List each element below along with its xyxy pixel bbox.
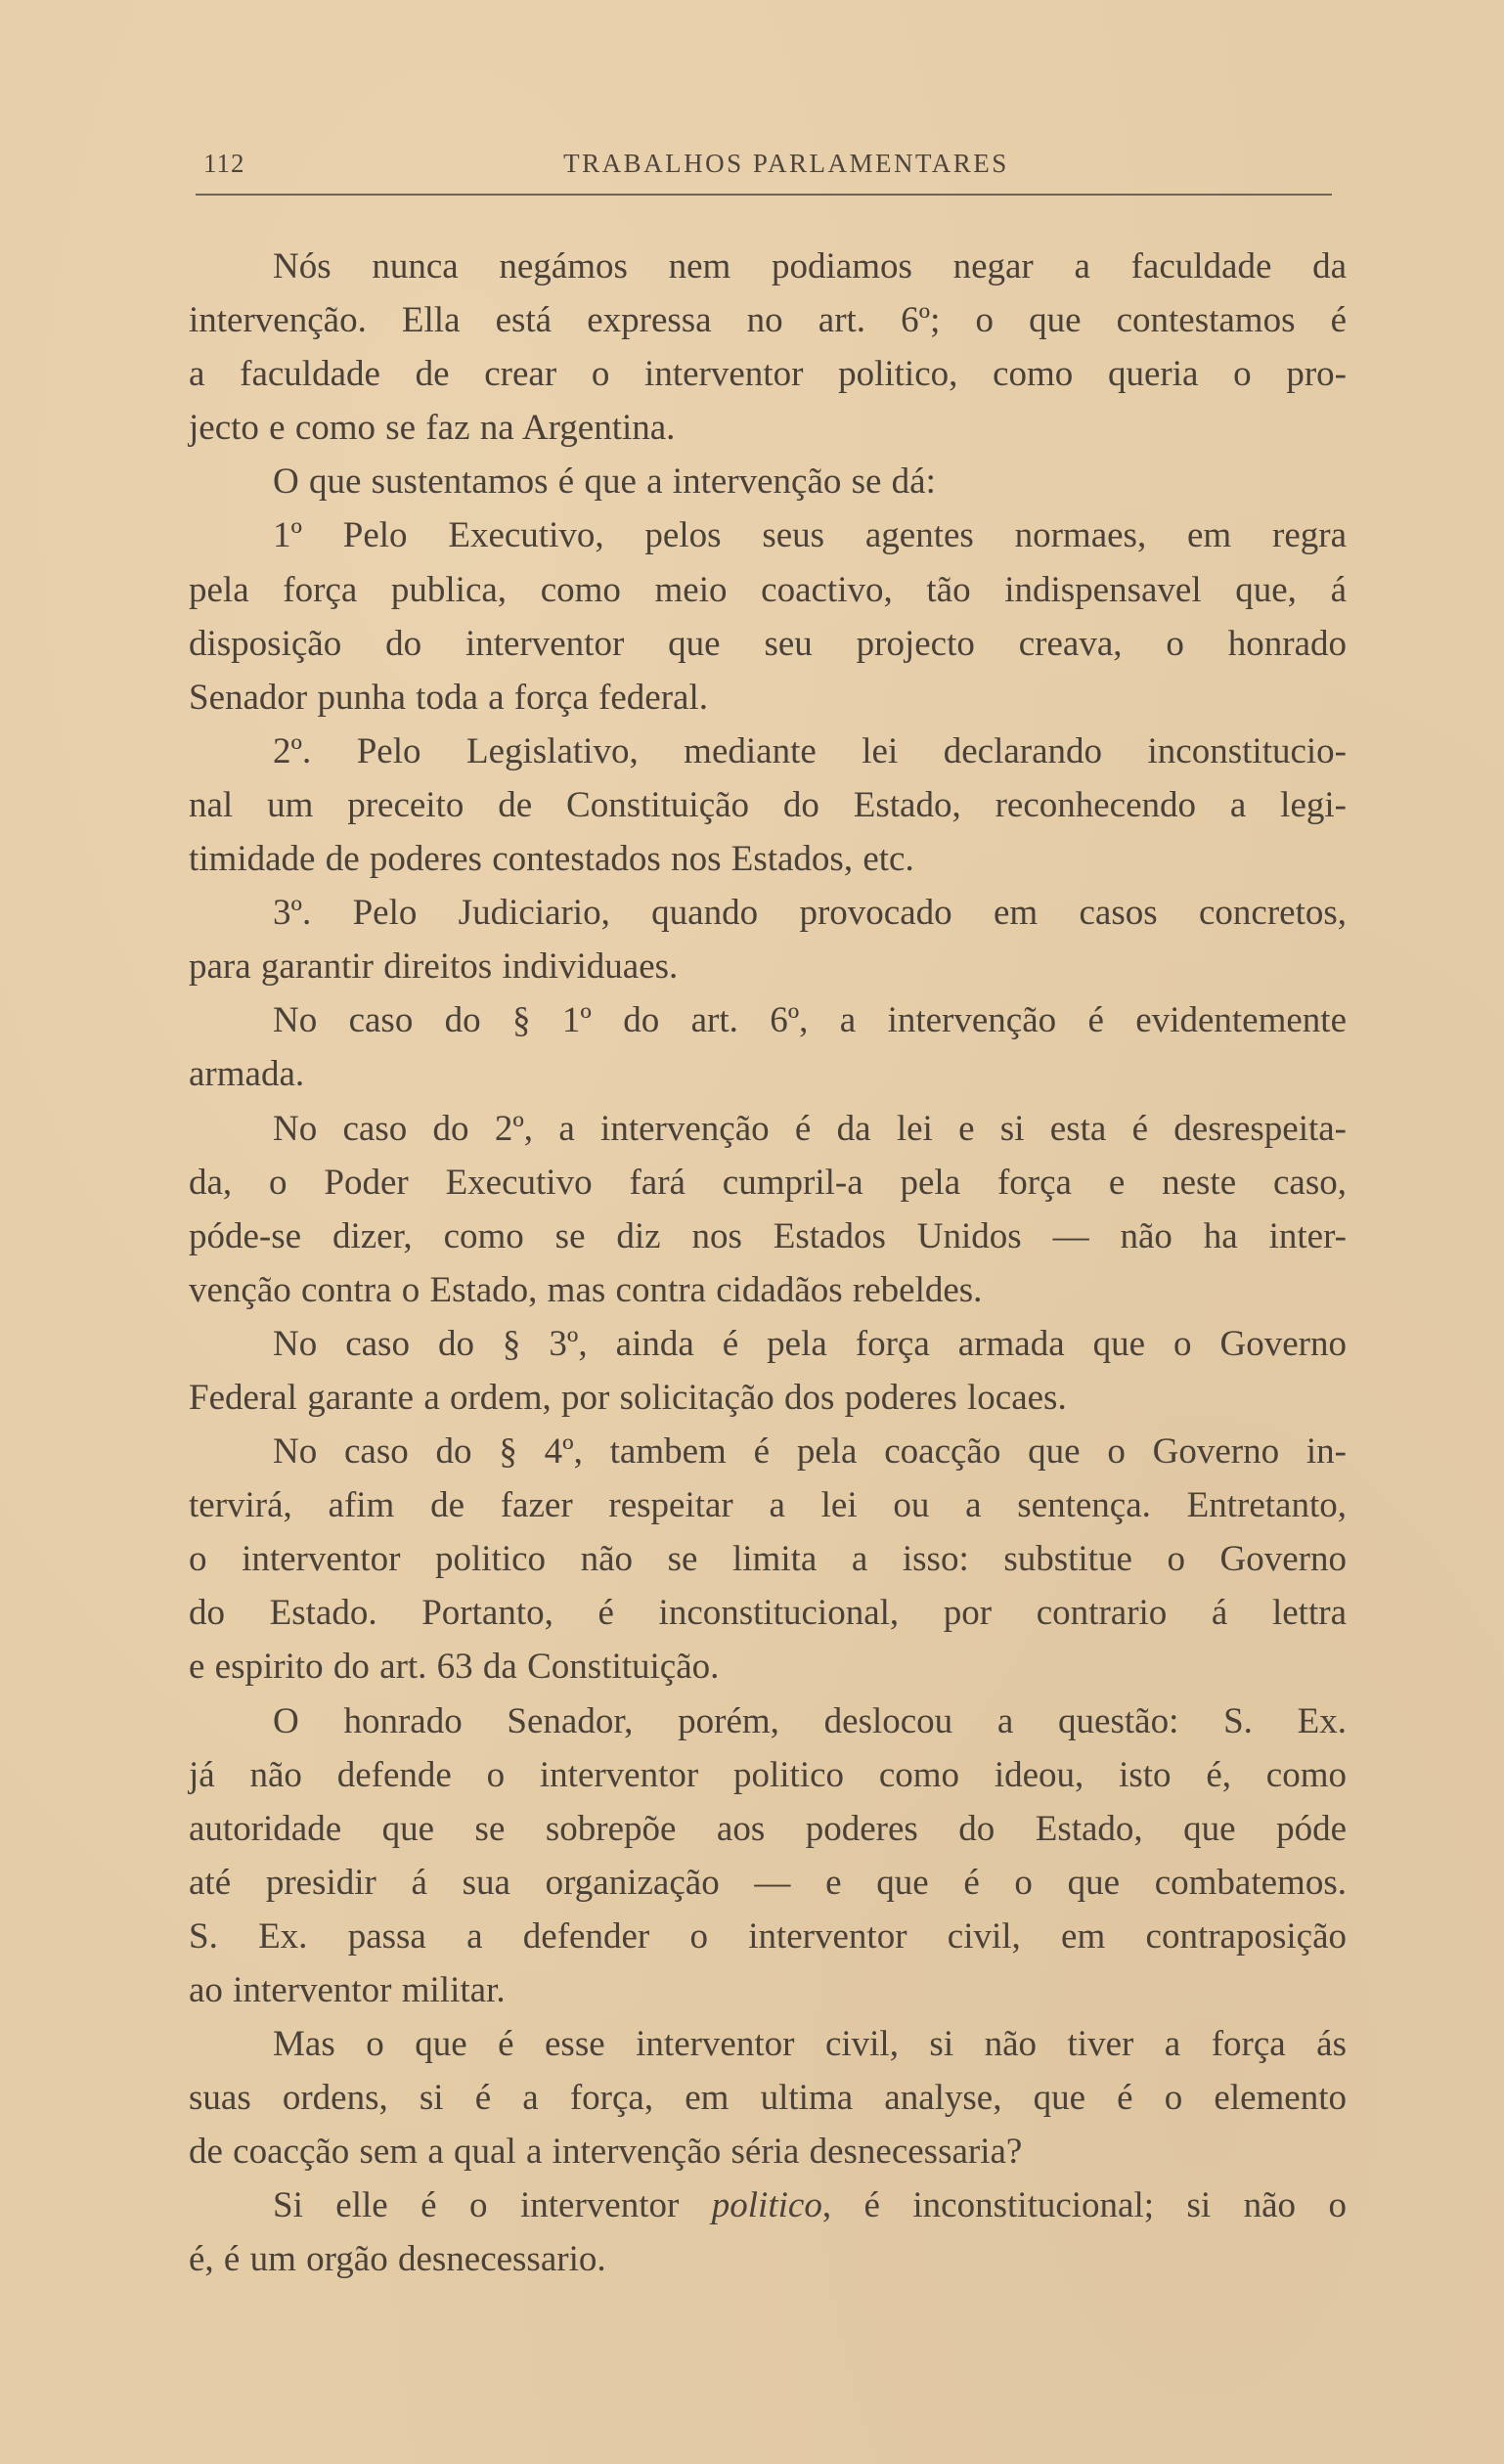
- text-line: Mas o que é esse interventor civil, si não tiver a força ás: [273, 2024, 1347, 2065]
- text-run: , é inconstitucional; si não o: [821, 2185, 1347, 2226]
- text-line: já não defende o interventor politico como ideou, isto é, como: [189, 1754, 1347, 1795]
- text-line: venção contra o Estado, mas contra cidadãos rebeldes.: [189, 1269, 983, 1310]
- text-line: [189, 2178, 1347, 2232]
- header-rule: [196, 194, 1332, 196]
- paragraph: [189, 725, 1347, 886]
- text-line: No caso do § 4º, tambem é pela coacção que o Governo in-: [273, 1431, 1347, 1473]
- text-line: S. Ex. passa a defender o interventor civil, em contraposição: [189, 1915, 1347, 1957]
- paragraph: [189, 1317, 1347, 1425]
- paragraph: [189, 455, 1347, 508]
- text-line: pela força publica, como meio coactivo, tão indispensavel que, á: [189, 569, 1347, 610]
- text-line: 2º. Pelo Legislativo, mediante lei declarando inconstitucio-: [273, 730, 1347, 771]
- text-line: o interventor politico não se limita a isso: substitue o Governo: [189, 1539, 1347, 1580]
- text-line: autoridade que se sobrepõe aos poderes do Estado, que póde: [189, 1808, 1347, 1849]
- text-line: póde-se dizer, como se diz nos Estados Unidos — não ha inter-: [189, 1215, 1347, 1256]
- paragraph: [189, 1425, 1347, 1694]
- text-line: a faculdade de crear o interventor politico, como queria o pro-: [189, 354, 1347, 395]
- paragraph: [189, 2178, 1347, 2286]
- text-line: e espirito do art. 63 da Constituição.: [189, 1647, 720, 1688]
- text-line: Nós nunca negámos nem podiamos negar a faculdade da: [273, 246, 1347, 286]
- text-line: da, o Poder Executivo fará cumpril-a pela força e neste caso,: [189, 1162, 1347, 1203]
- text-run: é, é um orgão desnecessario.: [189, 2239, 606, 2280]
- paragraph: [189, 508, 1347, 724]
- page-number: 112: [203, 149, 245, 178]
- text-line: Senador punha toda a força federal.: [189, 677, 708, 718]
- paragraph: [189, 1102, 1347, 1317]
- text-line: do Estado. Portanto, é inconstitucional, por contrario á lettra: [189, 1593, 1347, 1634]
- text-line: para garantir direitos individuaes.: [189, 946, 679, 988]
- paragraph: [189, 993, 1347, 1101]
- body-text: [189, 240, 1347, 2287]
- text-line: No caso do § 3º, ainda é pela força armada que o Governo: [273, 1323, 1347, 1364]
- text-line: Federal garante a ordem, por solicitação dos poderes locaes.: [189, 1377, 1067, 1418]
- text-line: 3º. Pelo Judiciario, quando provocado em casos concretos,: [273, 893, 1347, 934]
- text-line: nal um preceito de Constituição do Estado, reconhecendo a legi-: [189, 784, 1347, 825]
- italic-word: politico: [711, 2185, 822, 2226]
- paragraph: [189, 886, 1347, 993]
- text-line: No caso do 2º, a intervenção é da lei e si esta é desrespeita-: [273, 1108, 1347, 1149]
- text-line: O honrado Senador, porém, deslocou a questão: S. Ex.: [273, 1700, 1347, 1741]
- text-line: tervirá, afim de fazer respeitar a lei ou a sentença. Entretanto,: [189, 1485, 1347, 1526]
- text-line: timidade de poderes contestados nos Estados, etc.: [189, 839, 914, 880]
- text-line: até presidir á sua organização — e que é o que combatemos.: [189, 1862, 1347, 1903]
- paragraph: [189, 1694, 1347, 2018]
- text-line: [189, 2232, 1347, 2286]
- text-line: ao interventor militar.: [189, 1970, 506, 2010]
- text-line: O que sustentamos é que a intervenção se dá:: [273, 462, 936, 503]
- text-line: intervenção. Ella está expressa no art. 6º; o que contestamos é: [189, 300, 1347, 341]
- paragraph: [189, 2017, 1347, 2178]
- text-line: de coacção sem a qual a intervenção séria desnecessaria?: [189, 2132, 1023, 2173]
- text-line: jecto e como se faz na Argentina.: [189, 408, 676, 449]
- text-line: disposição do interventor que seu projecto creava, o honrado: [189, 623, 1347, 664]
- text-run: Si elle é o interventor: [273, 2185, 712, 2226]
- text-line: No caso do § 1º do art. 6º, a intervenção é evidentemente: [273, 1000, 1347, 1041]
- text-line: 1º Pelo Executivo, pelos seus agentes normaes, em regra: [273, 515, 1347, 556]
- text-line: suas ordens, si é a força, em ultima analyse, que é o elemento: [189, 2078, 1347, 2119]
- running-head: [203, 145, 1330, 194]
- text-line: armada.: [189, 1054, 305, 1095]
- paragraph: [189, 240, 1347, 455]
- running-title: TRABALHOS PARLAMENTARES: [563, 149, 1009, 178]
